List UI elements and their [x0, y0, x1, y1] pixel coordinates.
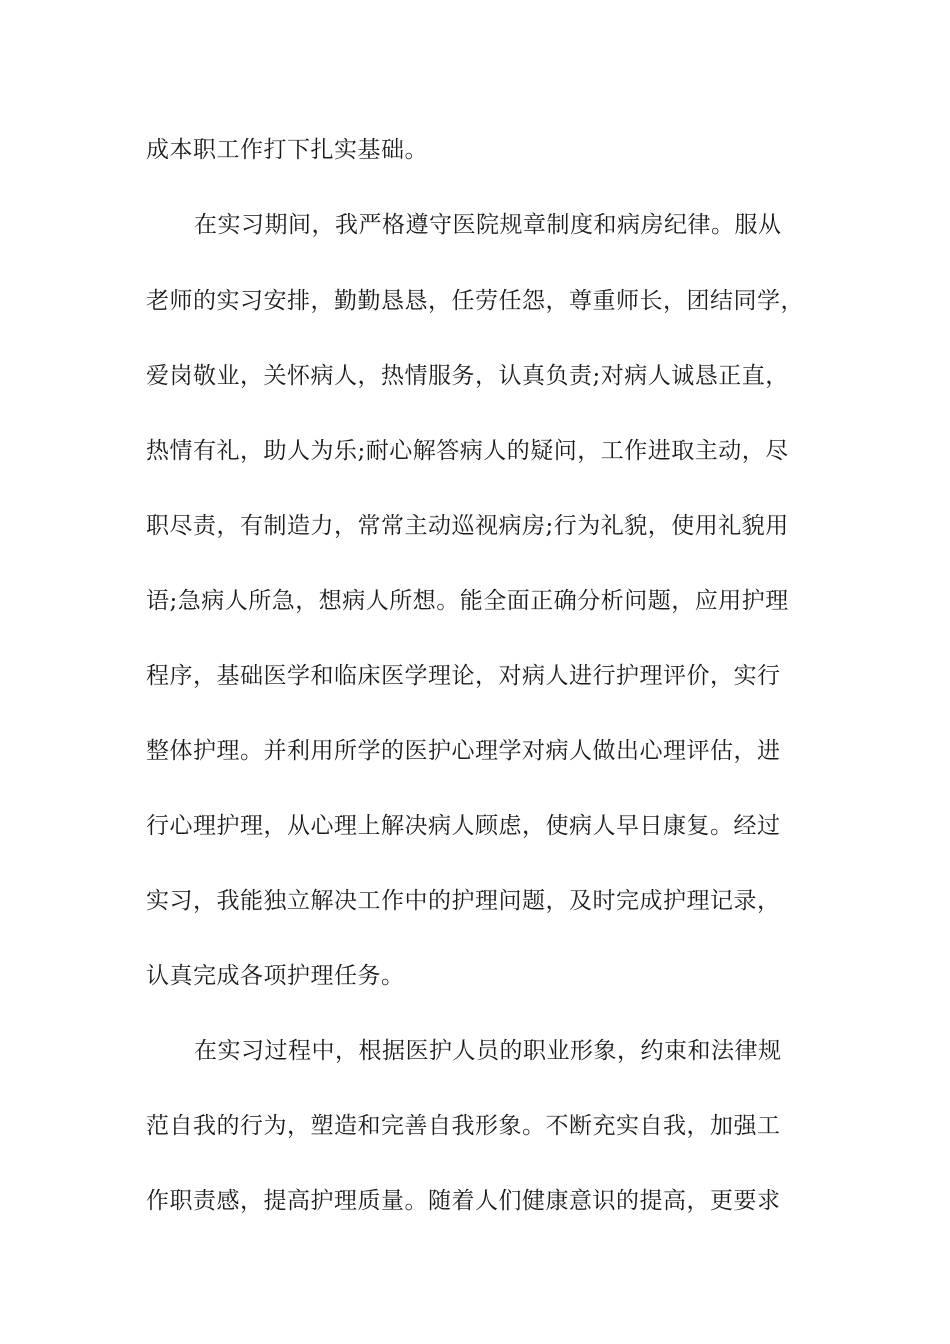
text-line: 范自我的行为，塑造和完善自我形象。不断充实自我，加强工 — [146, 1113, 781, 1139]
paragraph-first-line: 在实习期间，我严格遵守医院规章制度和病房纪律。服从 — [194, 212, 782, 238]
paragraph-first-line: 在实习过程中，根据医护人员的职业形象，约束和法律规 — [194, 1038, 782, 1064]
text-line: 作职责感，提高护理质量。随着人们健康意识的提高，更要求 — [146, 1188, 781, 1214]
text-line: 行心理护理，从心理上解决病人顾虑，使病人早日康复。经过 — [146, 813, 781, 839]
text-line: 程序，基础医学和临床医学理论，对病人进行护理评价，实行 — [146, 663, 781, 689]
text-line: 成本职工作打下扎实基础。 — [146, 137, 428, 163]
text-line: 实习，我能独立解决工作中的护理问题，及时完成护理记录， — [146, 888, 781, 914]
text-line: 语;急病人所急，想病人所想。能全面正确分析问题，应用护理 — [146, 588, 789, 614]
text-line: 爱岗敬业，关怀病人，热情服务，认真负责;对病人诚恳正直， — [146, 363, 789, 389]
text-line: 整体护理。并利用所学的医护心理学对病人做出心理评估，进 — [146, 738, 781, 764]
text-line: 热情有礼，助人为乐;耐心解答病人的疑问，工作进取主动，尽 — [146, 438, 789, 464]
text-line: 认真完成各项护理任务。 — [146, 963, 405, 989]
text-line: 老师的实习安排，勤勤恳恳，任劳任怨，尊重师长，团结同学， — [146, 288, 804, 314]
text-line: 职尽责，有制造力，常常主动巡视病房;行为礼貌，使用礼貌用 — [146, 513, 789, 539]
